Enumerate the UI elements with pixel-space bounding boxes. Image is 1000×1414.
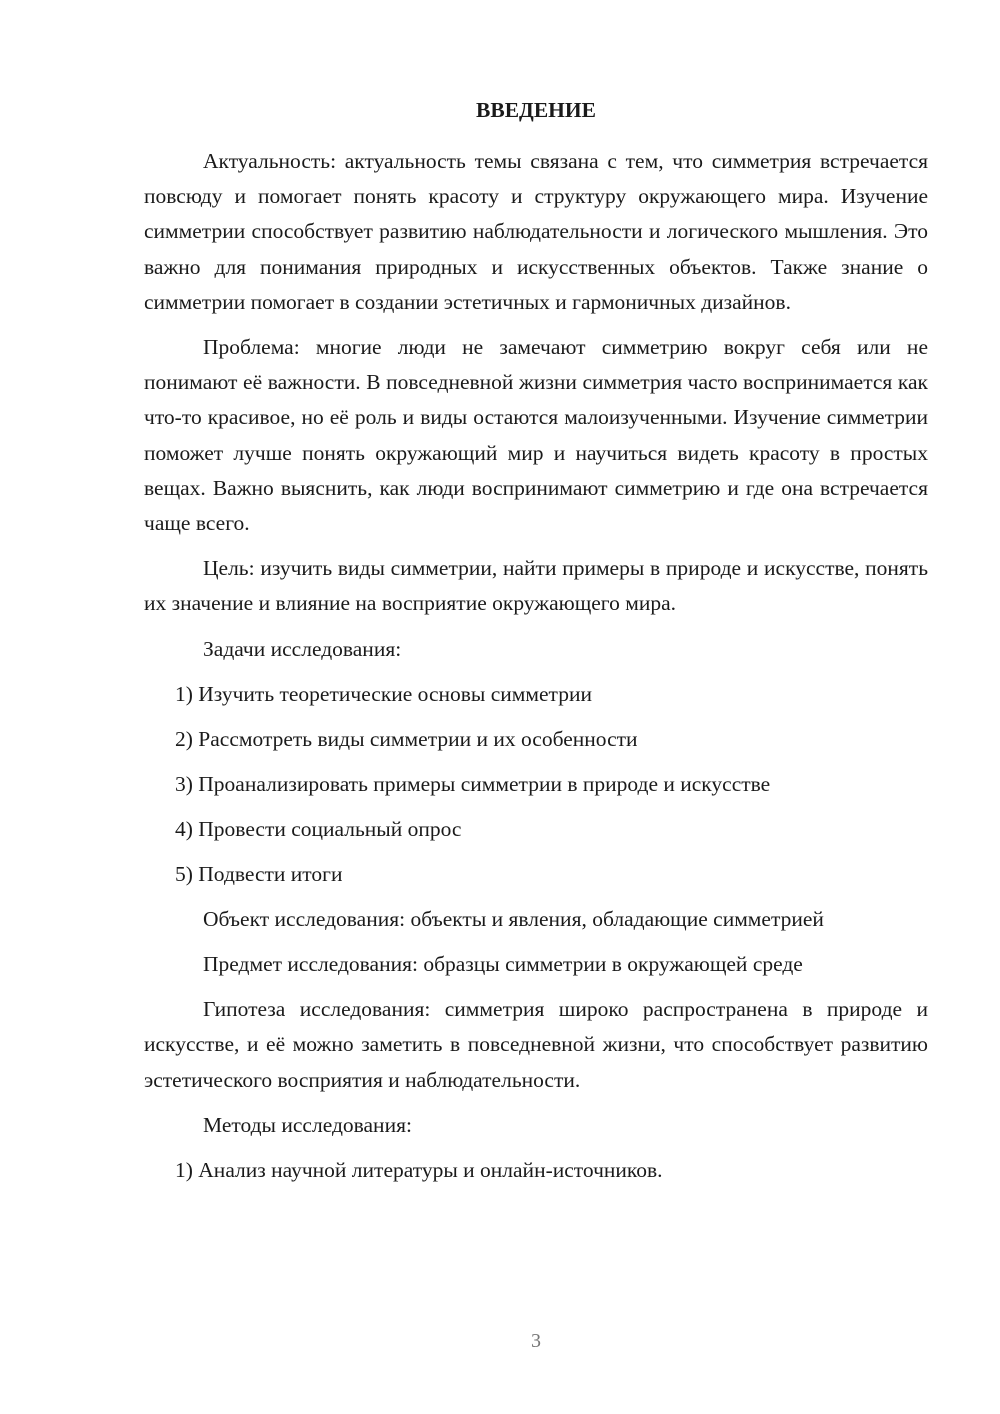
- problem-paragraph: Проблема: многие люди не замечают симметрию вокруг себя или не понимают её важности. В повседневной жизни симметрия часто воспринимается как что-то красивое, но её роль и виды остаются малоизученными. Изучение симметрии поможет лучше понять окружающий мир и научиться видеть красоту в простых вещах. Важно выяснить, как люди воспринимают симметрию и где она встречается чаще всего.: [144, 335, 928, 536]
- tasks-list: [144, 677, 928, 892]
- task-item: 2) Рассмотреть виды симметрии и их особенности: [175, 726, 638, 751]
- relevance-paragraph: Актуальность: актуальность темы связана с тем, что симметрия встречается повсюду и помогает понять красоту и структуру окружающего мира. Изучение симметрии способствует развитию наблюдательности и логического мышления. Это важно для понимания природных и искусственных объектов. Также знание о симметрии помогает в создании эстетичных и гармоничных дизайнов.: [144, 149, 928, 314]
- task-item: 1) Изучить теоретические основы симметрии: [175, 681, 592, 706]
- method-item: 1) Анализ научной литературы и онлайн-источников.: [175, 1158, 663, 1183]
- page-number: 3: [531, 1330, 541, 1352]
- task-item: 5) Подвести итоги: [175, 861, 343, 886]
- section-title: ВВЕДЕНИЕ: [476, 98, 596, 122]
- methods-list: [144, 1153, 928, 1188]
- task-item: 4) Провести социальный опрос: [175, 816, 462, 841]
- hypothesis-paragraph: Гипотеза исследования: симметрия широко распространена в природе и искусстве, и её можно заметить в повседневной жизни, что способствует развитию эстетического восприятия и наблюдательности.: [144, 997, 928, 1092]
- task-item: 3) Проанализировать примеры симметрии в природе и искусстве: [175, 771, 771, 796]
- methods-heading: Методы исследования:: [203, 1112, 412, 1137]
- subject-line: Предмет исследования: образцы симметрии в окружающей среде: [203, 952, 803, 977]
- document-page: [144, 92, 928, 1198]
- goal-paragraph: Цель: изучить виды симметрии, найти примеры в природе и искусстве, понять их значение и влияние на восприятие окружающего мира.: [144, 556, 928, 616]
- tasks-heading: Задачи исследования:: [203, 636, 402, 661]
- object-line: Объект исследования: объекты и явления, обладающие симметрией: [203, 906, 824, 931]
